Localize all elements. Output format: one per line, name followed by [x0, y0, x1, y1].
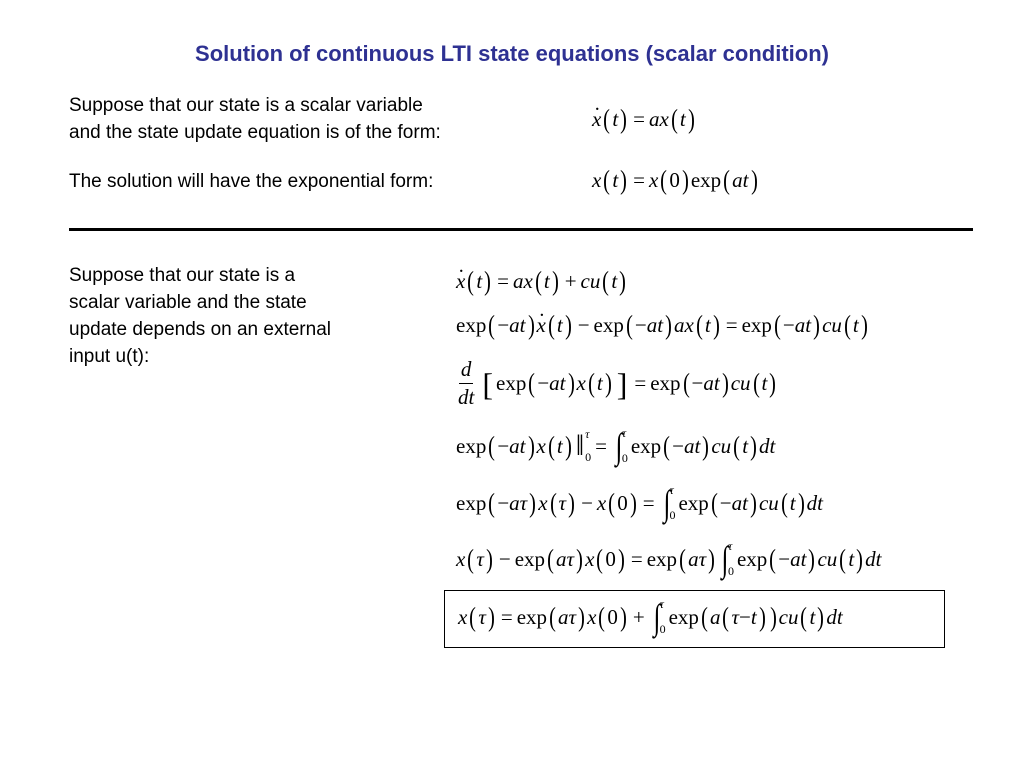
- input-line-2: scalar variable and the state: [69, 292, 307, 313]
- input-paragraph: [69, 262, 331, 370]
- equation-rearranged: x ( τ ) − exp ( aτ ) x ( 0 ) = exp ( aτ ) ∫ τ 0 exp ( − at ) cu ( t ) dt: [456, 539, 882, 579]
- integral-sign: ∫ τ 0: [653, 597, 666, 637]
- equation-final-solution: x ( τ ) = exp ( aτ ) x ( 0 ) + ∫ τ 0 exp ( a ( τ − t ) ) cu ( t ) dt: [458, 597, 843, 637]
- slide-title: Solution of continuous LTI state equations (scalar condition): [195, 41, 829, 66]
- intro-line-1: Suppose that our state is a scalar variable: [69, 95, 423, 116]
- input-line-4: input u(t):: [69, 346, 150, 367]
- equation-derivative-form: $\frac{d}{dt}$ [ exp ( − at ) x ( t ) ] = exp ( − at ) cu ( t ): [458, 357, 777, 410]
- equation-state-with-input: . x ( t ) = ax ( t ) + cu ( t ): [456, 268, 628, 295]
- input-line-1: Suppose that our state is a: [69, 265, 296, 286]
- integral-sign: ∫ τ 0: [615, 426, 628, 466]
- integral-sign: ∫ τ 0: [721, 539, 734, 579]
- equation-multiply-exp: exp ( − at ) . x ( t ) − exp ( − at ) ax ( t ) = exp ( − at ) cu ( t ): [456, 312, 870, 339]
- equation-evaluate-limits: exp ( − aτ ) x ( τ ) − x ( 0 ) = ∫ τ 0 exp ( − at ) cu ( t ) dt: [456, 483, 823, 523]
- section-divider: [69, 228, 973, 231]
- input-line-3: update depends on an external: [69, 319, 331, 340]
- equation-state-update: . x ( t ) = ax ( t ): [592, 106, 697, 133]
- equation-exponential-solution: x ( t ) = x ( 0 ) exp ( at ): [592, 165, 758, 195]
- equation-integrate: exp ( − at ) x ( t ) ‖ τ 0 = ∫ τ 0 exp ( − at ) cu ( t ) dt: [456, 426, 776, 466]
- derivative-operator: $\frac{d}{dt}$: [458, 357, 475, 410]
- solution-paragraph: The solution will have the exponential form:: [69, 171, 434, 192]
- intro-line-2: and the state update equation is of the form:: [69, 122, 441, 143]
- evaluation-bar: ‖ τ 0: [575, 427, 592, 464]
- integral-sign: ∫ τ 0: [663, 483, 676, 523]
- intro-paragraph: [69, 92, 441, 146]
